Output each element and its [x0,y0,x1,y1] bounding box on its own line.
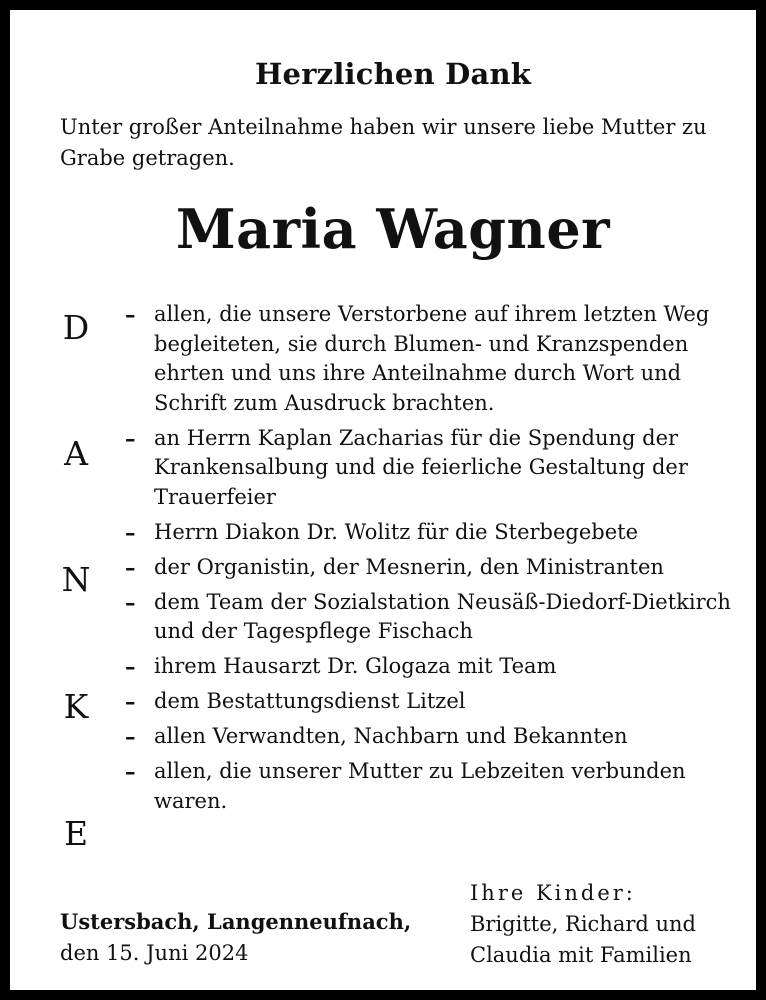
thanks-item [125,518,745,548]
signature-label: Ihre Kinder: [470,881,636,905]
dash-marker: – [125,519,136,545]
deceased-name: Maria Wagner [175,197,611,261]
thanks-item-text: allen Verwandten, Nachbarn und Bekannten [154,724,628,748]
dash-marker: – [125,302,136,327]
thanks-item [125,300,745,418]
dash-marker: – [125,759,136,784]
place-date-block [60,906,411,969]
danke-letter-e: E [63,814,89,853]
heading-title: Herzlichen Dank [254,57,532,91]
dash-marker: – [125,724,136,749]
dash-marker: – [125,654,136,679]
thanks-item-text: allen, die unserer Mutter zu Lebzeiten verbunden waren. [154,759,686,813]
place-text: Ustersbach, Langenneufnach, [60,909,412,934]
thanks-item-text: dem Team der Sozialstation Neusäß-Diedorf-Dietkirch und der Tagespflege Fischach [154,589,731,643]
intro-text: Unter großer Anteilnahme haben wir unsere liebe Mutter zu Grabe getragen. [60,115,707,170]
thanks-item-text: ihrem Hausarzt Dr. Glogaza mit Team [154,654,557,678]
signature-block [470,878,696,971]
danke-letter-n: N [61,560,91,599]
thanks-item [125,687,745,717]
thanks-list [125,300,745,822]
thanks-item-text: allen, die unsere Verstorbene auf ihrem letzten Weg begleiteten, sie durch Blumen- und Kranzspenden ehrten und uns ihre Anteilnahme durch Wort und Schrift zum Ausdruck brachten. [154,302,710,415]
dash-marker: – [125,425,136,451]
danke-letter-k: K [63,687,89,726]
thanks-item [125,652,745,682]
thanks-item-text: der Organistin, der Mesnerin, den Ministranten [154,554,664,579]
dash-marker: – [125,589,136,615]
thanks-item [125,722,745,752]
thanks-item-text: Herrn Diakon Dr. Wolitz für die Sterbegebete [154,519,639,544]
dash-marker: – [125,689,136,714]
dash-marker: – [125,554,136,580]
thanks-item [125,588,745,647]
signature-line-2: Claudia mit Familien [470,943,692,967]
thanks-item [125,553,745,583]
thanks-item [125,757,745,816]
danke-letter-a: A [64,434,88,473]
thanks-item [125,424,745,513]
thanks-item-text: an Herrn Kaplan Zacharias für die Spendung der Krankensalbung und die feierliche Gestaltung der Trauerfeier [154,425,688,509]
danke-letter-d: D [62,308,90,347]
thanks-item-text: dem Bestattungsdienst Litzel [154,689,466,713]
date-text: den 15. Juni 2024 [60,941,249,965]
signature-line-1: Brigitte, Richard und [470,912,696,936]
